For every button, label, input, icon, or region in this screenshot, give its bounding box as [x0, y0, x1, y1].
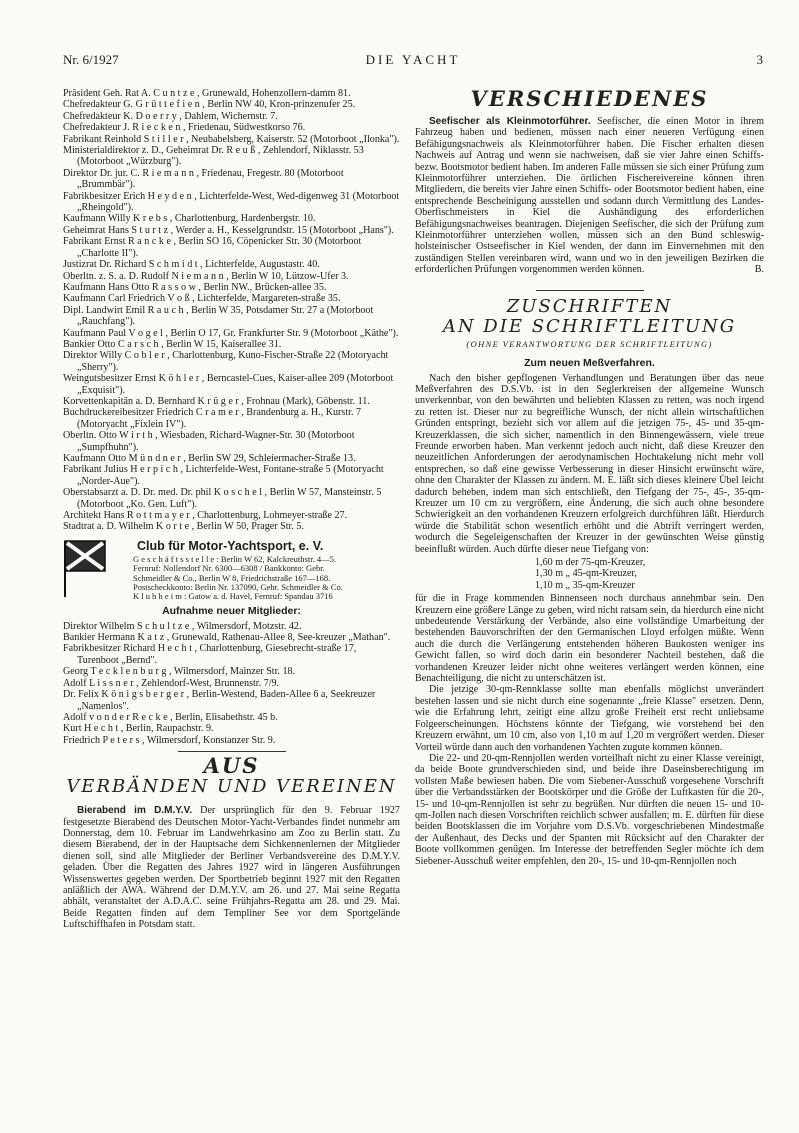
- club-info-line: Schmeidler & Co., Berlin W 8, Friedrichstraße 167—168.: [133, 572, 331, 583]
- magazine-title: DIE YACHT: [365, 52, 461, 67]
- new-member-entry: Georg T e c k l e n b u r g , Wilmersdorf, Mainzer Str. 18.: [63, 666, 296, 678]
- draft-row: 1,30 m „ 45-qm-Kreuzer,: [535, 568, 637, 580]
- member-entry: Fabrikbesitzer Erich H e y d e n , Lichterfelde-West, Wed-digenweg 31 (Motorboot „Rheingold").: [63, 190, 400, 214]
- member-entry: Weingutsbesitzer Ernst K ö h l e r , Berncastel-Cues, Kaiser-allee 209 (Motorboot „Exquisit").: [63, 373, 394, 396]
- member-entry: Oberltn. Otto W i r t h , Wiesbaden, Richard-Wagner-Str. 30 (Motorboot „Sumpfhuhn").: [63, 430, 355, 453]
- draft-row: 1,10 m „ 35-qm-Kreuzer: [535, 579, 635, 591]
- member-entry: Chefredakteur J. R i e c k e n , Friedenau, Südwestkorso 76.: [63, 122, 306, 134]
- member-entry: Chefredakteur G. G r ü t t e f i e n , Berlin NW 40, Kron-prinzenufer 25.: [63, 99, 356, 111]
- club-title: Club für Motor-Yachtsport, e. V.: [137, 538, 324, 553]
- club-info: [133, 555, 343, 601]
- member-entry: Chefredakteur K. D o e r r y , Dahlem, Wichernstr. 7.: [63, 110, 278, 122]
- divider: [536, 290, 644, 291]
- verschiedenes-lead: Seefischer als Kleinmotorführer.: [429, 116, 591, 127]
- new-member-entry: Fabrikbesitzer Richard H e c h t , Charlottenburg, Giesebrecht-straße 17, Turenboot „Bernd".: [63, 643, 357, 666]
- member-entry: Direktor Willy C o b l e r , Charlottenburg, Kuno-Fischer-Straße 22 (Motoryacht „Sherry").: [63, 350, 389, 373]
- club-flag-icon: [63, 539, 125, 597]
- aus-article: [63, 805, 400, 930]
- divider: [178, 751, 286, 752]
- member-entry: Fabrikant Reinhold S t i l l e r , Neubabelsberg, Kaiserstr. 52 (Motorboot „Ilonka").: [63, 133, 400, 145]
- member-entry: Kaufmann Willy K r e b s , Charlottenburg, Hardenbergstr. 10.: [63, 213, 316, 225]
- page-number: 3: [756, 52, 763, 67]
- new-member-entry: Kurt H e c h t , Berlin, Raupachstr. 9.: [63, 723, 214, 735]
- schriftleitung-title: AN DIE SCHRIFTLEITUNG: [442, 315, 737, 337]
- member-entry: Direktor Dr. jur. C. R i e m a n n , Friedenau, Fregestr. 80 (Motorboot „Brummbär").: [63, 167, 344, 191]
- club-info-line: Fernruf: Nollendorf Nr. 6300—6308 / Bankkonto: Gebr.: [133, 563, 325, 574]
- new-member-entry: Bankier Hermann K a t z , Grunewald, Rathenau-Allee 8, See-kreuzer „Mathan".: [63, 632, 391, 644]
- verschiedenes-article: [415, 116, 764, 276]
- article-para-3: Die jetzige 30-qm-Rennklasse sollte man ebenfalls möglichst unverändert bestehen lassen und sie nicht durch eine sogenannte „freie Klasse" ersetzen. Denn, wie die Erfahrung lehrt, zeitigt eine allzu große Freiheit erst recht unliebsame Folgeerscheinungen. Höchstens könnte der Tiefgang, wie vorstehend bei den Kreuzern erwähnt, um 10 cm, also von 1,10 m auf 1,20 m vergrößert werden. Dieser Vorteil würde dann auch den vorhandenen Yachten zugute kommen können.: [415, 684, 764, 753]
- new-member-entry: Adolf L i s s n e r , Zehlendorf-West, Brunnenstr. 7/9.: [63, 677, 280, 689]
- member-entry: Korvettenkapitän a. D. Bernhard K r ü g e r , Frohnau (Mark), Göbenstr. 11.: [63, 395, 370, 407]
- member-entry: Architekt Hans R o t t m a y e r , Charlottenburg, Lohmeyer-straße 27.: [63, 510, 348, 522]
- club-info-line: Postscheckkonto: Berlin Nr. 137090, Gebr. Schmeidler & Co.: [133, 581, 343, 592]
- member-entry: Justizrat Dr. Richard S c h m i d t , Lichterfelde, Augustastr. 40.: [63, 259, 320, 271]
- article-para-4: Die 22- und 20-qm-Rennjollen werden vorteilhaft nicht zu einer Klasse vereinigt, da beide Boote grundverschieden sind, und beide ihre Daseinsberechtigung im vollsten Maße bewiesen haben. Die vom Siebener-Ausschuß vorgesehene Vorschrift über die Verbandsstärken der Bootskörper und die Größe der Luftkasten für die 20-, 15- und 10-qm-Rennjollen ist sehr zu begrüßen. Nur dürften die neuen 15- und 10-qm-Jollen nach diesen Vorschriften reichlich schwer ausfallen; m. E. dürften für diese beiden Bootsklassen die im Vorjahre vom D.S.Vb. vorgeschriebenen Mindestmaße der Außenhaut, des Decks und der Spanten mit Rücksicht auf den Charakter der Boote vollkommen genügen. Im Interesse der betreffenden Segler möchte ich dem Siebener-Ausschuß weiter empfehlen, den 20-, 15- und 10-qm-Rennjollen noch: [415, 752, 764, 867]
- right-column: [415, 88, 764, 867]
- member-entry: Oberstabsarzt a. D. Dr. med. Dr. phil K o s c h e l , Berlin W 57, Mansteinstr. 5 (Motorboot „Ko. Gen. Luft").: [63, 487, 382, 510]
- new-member-entry: Direktor Wilhelm S c h u l t z e , Wilmersdorf, Motzstr. 42.: [63, 620, 302, 632]
- club-info-line: K l u b h e i m : Gatow a. d. Havel, Fernruf: Spandau 3716: [133, 591, 333, 602]
- zuschriften-subtitle: (OHNE VERANTWORTUNG DER SCHRIFTLEITUNG): [466, 338, 713, 349]
- club-text: [133, 539, 343, 601]
- member-entry: Geheimrat Hans S t u r t z , Werder a. H., Kesselgrundstr. 15 (Motorboot „Hans").: [63, 224, 394, 236]
- member-entry: Buchdruckereibesitzer Friedrich C r a m e r , Brandenburg a. H., Kurstr. 7 (Motoryacht „Fixlein IV").: [63, 407, 362, 430]
- member-entry: Ministerialdirektor z. D., Geheimrat Dr. R e u ß , Zehlendorf, Niklasstr. 53 (Motorboot „Würzburg").: [63, 145, 364, 168]
- issue-number: Nr. 6/1927: [63, 52, 119, 67]
- aus-text: Der ursprünglich für den 9. Februar 1927 festgesetzte Bierabend des Deutschen Motor-Yacht-Verbandes findet nunmehr am Donnerstag, dem 10. Februar im Landwehrkasino am Zoo zu Berlin statt. Zu diesem Bierabend, der in der Hauptsache dem Sichkennenlernen der Mitglieder dienen soll, sind alle Mitglieder der Berliner Verbandsvereine des D.M.Y.V. geladen. Über die Regatten des Jahres 1927 wird in längeren Ausführungen Wissenswertes gegeben werden. Der Sportbetrieb beginnt 1927 mit den Regatten anläßlich der AWA. Während der D.M.Y.V. am 26. und 27. Mai seine Regatta abhält, veranstaltet der A.D.A.C. seine Frühjahrs-Regatta am 28. und 29. Mai. Beide Regatten finden auf dem Templiner See vor dem Sportgelände Luftschiffhafen in Potsdam statt.: [63, 805, 400, 931]
- left-column: [63, 88, 400, 931]
- member-entry: Stadtrat a. D. Wilhelm K o r t e , Berlin W 50, Prager Str. 5.: [63, 521, 304, 533]
- club-info-line: G e s c h ä f t s s t e l l e : Berlin W 62, Kalckreuthstr. 4—5.: [133, 554, 336, 565]
- member-entry: Kaufmann Hans Otto R a s s o w , Berlin NW., Brücken-allee 35.: [63, 281, 327, 293]
- aus-title: AUS: [203, 753, 260, 779]
- verschiedenes-title: VERSCHIEDENES: [470, 86, 709, 111]
- club-block: [63, 539, 400, 601]
- aus-lead: Bierabend im D.M.Y.V.: [77, 805, 193, 817]
- page-header: [63, 52, 763, 70]
- member-entry: Bankier Otto C a r s c h , Berlin W 15, Kaiserallee 31.: [63, 338, 282, 350]
- member-entry: Präsident Geh. Rat A. C u n t z e , Grunewald, Hohenzollern-damm 81.: [63, 88, 351, 99]
- new-member-entry: Friedrich P e t e r s , Wilmersdorf, Konstanzer Str. 9.: [63, 734, 276, 746]
- member-entry: Fabrikant Ernst R a n c k e , Berlin SO 16, Cöpenicker Str. 30 (Motorboot „Charlotte II").: [63, 236, 362, 259]
- members-heading: Aufnahme neuer Mitglieder:: [162, 605, 301, 618]
- member-entry: Oberltn. z. S. a. D. Rudolf N i e m a n n , Berlin W 10, Lützow-Ufer 3.: [63, 270, 349, 282]
- signature: B.: [754, 264, 764, 276]
- article-heading: Zum neuen Meßverfahren.: [524, 357, 655, 370]
- article-para-1: Nach den bisher gepflogenen Verhandlungen und Beratungen über das neue Meßverfahren des D.S.Vb. ist in den Seglerkreisen der allgemeine Wunsch unverkennbar, von den bewährten und beliebten Klassen zu retten, was noch irgend zu retten ist. Dieser nur zu begreifliche Wunsch, der nicht allein wirtschaftlichen Gründen entspringt, bezieht sich vor allem auf die jetzigen 75-, 45- und 35-qm-Kreuzerklassen, die sich sicher, namentlich in den Binnengewässern, viele treue Freunde erworben haben. Man verkennt jedoch auch nicht, daß diese Kreuzer den neuzeitlichen Anforderungen der aerodynamischen Hochtakelung nicht mehr voll entsprechen, so daß eine gewisse Verbesserung in dieser Hinsicht erwünscht wäre, ohne den Charakter der Klassen zu ändern. M. E. läßt sich dieses kleinere Übel leicht dadurch beheben, indem man sich entschließt, den Tiefgang der 75-, 45-, 35-qm-Kreuzer um 10 cm zu vergrößern, eine Änderung, die sich auch ohne besondere Schwierigkeit an den vorhandenen Kreuzern erfolgreich durchführen läßt. Hierdurch würde die Stabilität schon wesentlich erhöht und die Abtrift verringert werden, wodurch die Segeleigenschaften der Kreuzer in der gewünschten Weise günstig beeinflußt würden. Auch dürfte dieser neue Tiefgang von:: [415, 372, 764, 555]
- member-entry: Kaufmann Paul V o g e l , Berlin O 17, Gr. Frankfurter Str. 9 (Motorboot „Käthe").: [63, 327, 399, 339]
- article-para-2: für die in Frage kommenden Binnenseen noch durchaus annehmbar sein. Den Kreuzern eine größere Länge zu geben, wird nicht ratsam sein, da hierdurch eine nicht unbedeutende Verstärkung der Verbände, also eine vollständige Umarbeitung der bestehenden Bauvorschriften der den Germanischen Lloyd erfolgen müßte. Wenn auch die durch die Verlängerung entstehenden höheren Baukosten weniger ins Gewicht fallen, so wird doch darin ein besonderer Nachteil bestehen, daß die vorhandenen Kreuzer leider nicht ohne weiteres verlängert werden können, eine Benachteiligung, die nicht zu unterschätzen ist.: [415, 593, 764, 685]
- draft-table: [535, 557, 764, 591]
- member-entry: Dipl. Landwirt Emil R a u c h , Berlin W 35, Potsdamer Str. 27 a (Motorboot „Rauchfang").: [63, 304, 374, 328]
- new-members-list: [63, 621, 400, 746]
- member-entry: Kaufmann Otto M ü n d n e r , Berlin SW 29, Schleiermacher-Straße 13.: [63, 453, 356, 464]
- verbaenden-title: VERBÄNDEN UND VEREINEN: [66, 776, 397, 798]
- member-entry: Kaufmann Carl Friedrich V o ß , Lichterfelde, Margareten-straße 35.: [63, 293, 341, 305]
- verschiedenes-text: Seefischer, die einen Motor in ihrem Fahrzeug haben und bedienen, müssen nach einer neueren Verfügung einen Befähigungsnachweis als Kleinmotorführer haben. Die Fischer erhalten diesen Nachweis auf Antrag und wenn sie nachweisen, daß sie vier Jahre einen Schiffs- bezw. Bootsmotor bedient haben. Im anderen Falle müssen sie sich einer Prüfung zum Kleinmotorführer unterziehen. Die örtlichen Fischereivereine können ihren Mitgliedern, die bereits vier Jahre einen Schiffs- oder Bootsmotor bedient haben, eine entsprechende Bescheinigung ausstellen und sodann durch Vermittlung des Landes-Oberfischmeisters in Kiel die Aushändigung des erforderlichen Befähigungsnachweises beantragen. Diejenigen Seefischer, die sich der Prüfung zum Kleinmotorführer unterziehen wollen, müssen sich an den Bund schleswig-holsteinischer Ostseefischer in Kiel wenden, der dann im Einvernehmen mit den zuständigen Stellen vereinbaren wird, wann und wo in den jeweiligen Bezirken die erforderlichen Prüfungen vorgenommen werden können.: [415, 116, 764, 276]
- zuschriften-title: ZUSCHRIFTEN: [506, 295, 673, 317]
- member-entry: Fabrikant Julius H e r p i c h , Lichterfelde-West, Fontane-straße 5 (Motoryacht „Norder-Aue").: [63, 464, 384, 487]
- draft-row: 1,60 m der 75-qm-Kreuzer,: [535, 557, 646, 568]
- new-member-entry: Dr. Felix K ö n i g s b e r g e r , Berlin-Westend, Baden-Allee 6 a, Seekreuzer „Namenlos".: [63, 689, 376, 712]
- member-list: [63, 88, 400, 533]
- new-member-entry: Adolf v o n d e r R e c k e , Berlin, Elisabethstr. 45 b.: [63, 711, 278, 723]
